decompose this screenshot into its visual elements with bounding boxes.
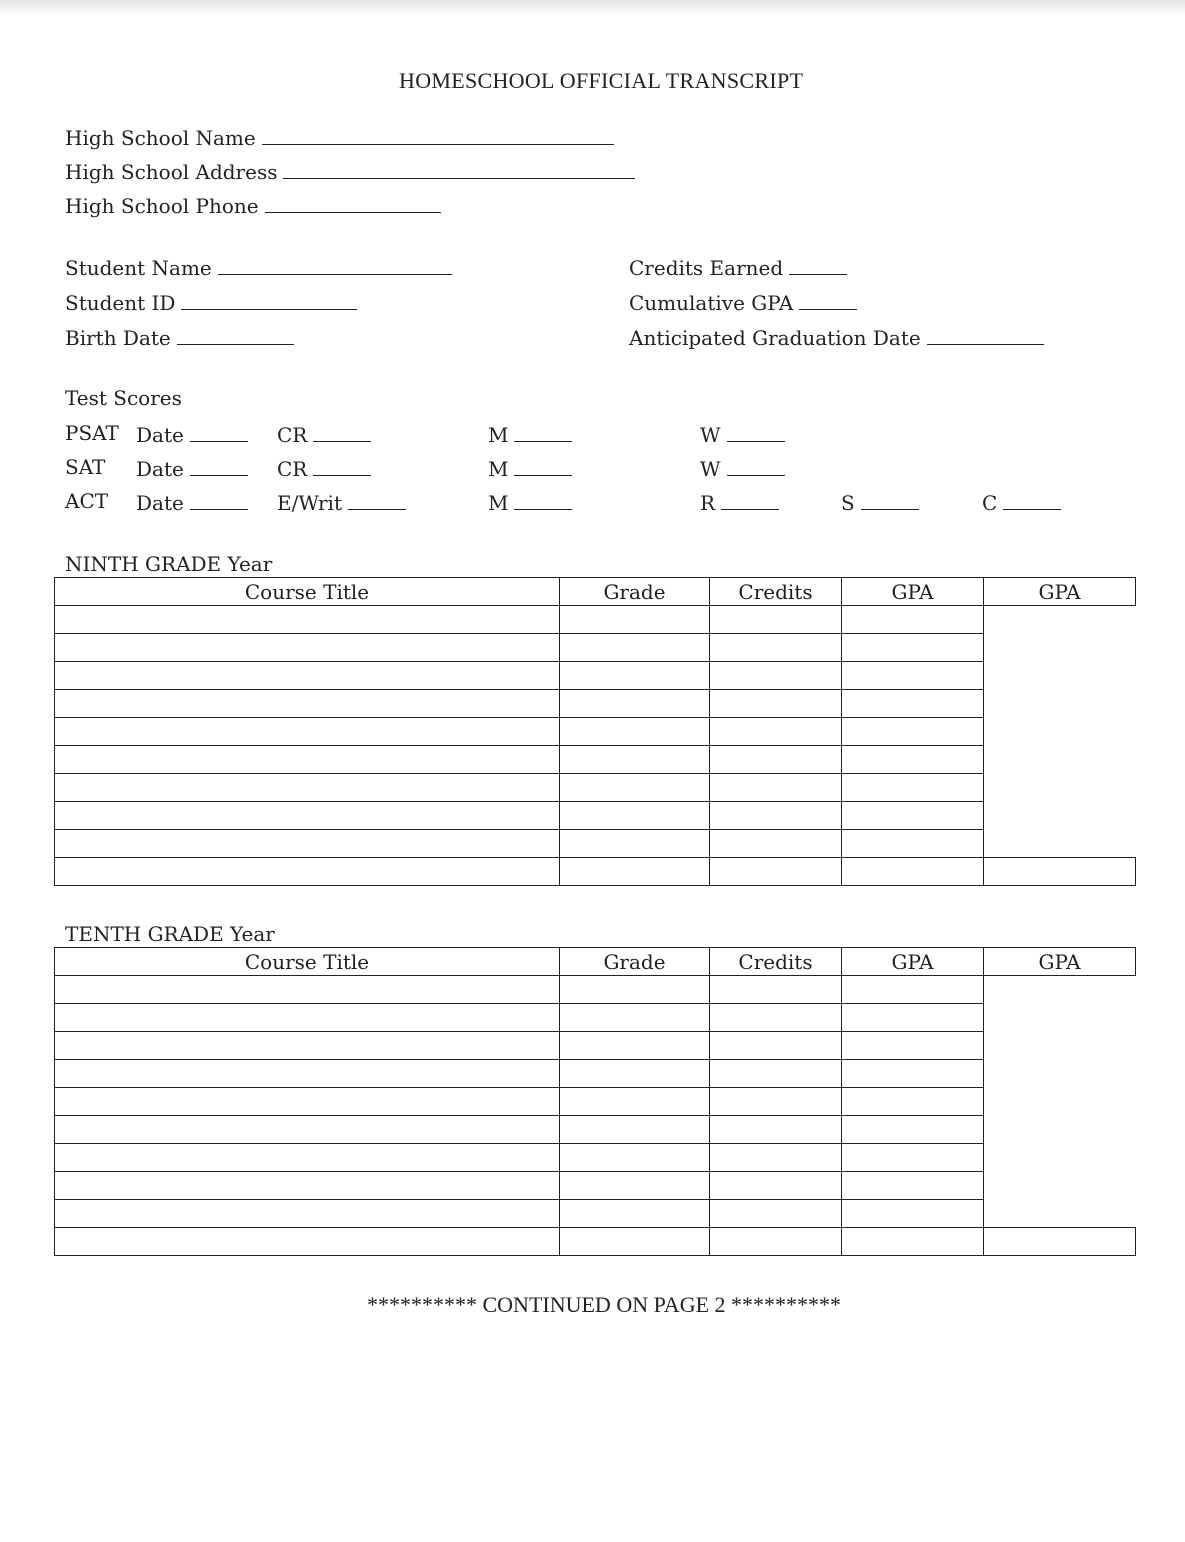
table-header-row: [55, 948, 1136, 976]
table-row: [55, 1116, 1136, 1144]
psat-label: PSAT: [65, 421, 119, 445]
table-row: [55, 858, 1136, 886]
psat-date-label: Date: [136, 423, 184, 447]
empty-margin-cell: [984, 1116, 1136, 1144]
course-title-cell[interactable]: [55, 1004, 560, 1032]
credits-cell[interactable]: [710, 774, 842, 802]
student-id-field[interactable]: [181, 291, 357, 310]
col-gpa-total: GPA: [984, 578, 1136, 606]
act-c: [982, 491, 1061, 513]
school-name-label: High School Name: [65, 126, 256, 150]
credits-cell[interactable]: [710, 718, 842, 746]
course-title-cell[interactable]: [55, 858, 560, 886]
gpa-cell[interactable]: [842, 1144, 984, 1172]
credits-cell[interactable]: [710, 1060, 842, 1088]
table-row: [55, 634, 1136, 662]
credits-cell[interactable]: [710, 976, 842, 1004]
credits-cell[interactable]: [710, 1144, 842, 1172]
table-row: [55, 690, 1136, 718]
cumulative-gpa-field[interactable]: [799, 291, 857, 310]
course-title-cell[interactable]: [55, 718, 560, 746]
credits-cell[interactable]: [710, 858, 842, 886]
table-row: [55, 718, 1136, 746]
course-title-cell[interactable]: [55, 1172, 560, 1200]
sat-w: [700, 457, 785, 479]
total-gpa-cell[interactable]: [984, 858, 1136, 886]
empty-margin-cell: [984, 718, 1136, 746]
act-ewrit-field[interactable]: [348, 491, 406, 510]
psat-m-label: M: [488, 423, 509, 447]
empty-margin-cell: [984, 746, 1136, 774]
student-name-label: Student Name: [65, 256, 212, 280]
act-date-field[interactable]: [190, 491, 248, 510]
table-row: [55, 1228, 1136, 1256]
table-row: [55, 1172, 1136, 1200]
grade-cell[interactable]: [560, 690, 710, 718]
course-title-cell[interactable]: [55, 1228, 560, 1256]
credits-cell[interactable]: [710, 1172, 842, 1200]
graduation-date-field[interactable]: [927, 326, 1044, 345]
col-grade: Grade: [560, 948, 710, 976]
student-name-row: [65, 256, 452, 278]
continued-footer: ********** CONTINUED ON PAGE 2 **********: [367, 1292, 842, 1317]
course-title-cell[interactable]: [55, 1032, 560, 1060]
psat-cr-label: CR: [277, 423, 308, 447]
test-scores-heading: Test Scores: [65, 386, 182, 410]
empty-margin-cell: [984, 634, 1136, 662]
course-title-cell[interactable]: [55, 830, 560, 858]
course-title-cell[interactable]: [55, 1116, 560, 1144]
col-credits: Credits: [710, 948, 842, 976]
psat-w-field[interactable]: [727, 423, 785, 442]
course-title-cell[interactable]: [55, 1088, 560, 1116]
student-name-field[interactable]: [218, 256, 452, 275]
school-address-field[interactable]: [283, 160, 635, 179]
course-title-cell[interactable]: [55, 606, 560, 634]
gpa-cell[interactable]: [842, 1088, 984, 1116]
col-gpa: GPA: [842, 578, 984, 606]
credits-cell[interactable]: [710, 746, 842, 774]
empty-margin-cell: [984, 1172, 1136, 1200]
grade-cell[interactable]: [560, 830, 710, 858]
sat-cr: [277, 457, 371, 479]
psat-cr: [277, 423, 371, 445]
table-row: [55, 1004, 1136, 1032]
act-s-label: S: [841, 491, 855, 515]
psat-date-field[interactable]: [190, 423, 248, 442]
student-id-row: [65, 291, 357, 313]
course-title-cell[interactable]: [55, 746, 560, 774]
empty-margin-cell: [984, 690, 1136, 718]
gpa-cell[interactable]: [842, 858, 984, 886]
act-s: [841, 491, 919, 513]
col-gpa-total: GPA: [984, 948, 1136, 976]
credits-cell[interactable]: [710, 830, 842, 858]
table-row: [55, 774, 1136, 802]
empty-margin-cell: [984, 1004, 1136, 1032]
grade-cell[interactable]: [560, 718, 710, 746]
empty-margin-cell: [984, 1060, 1136, 1088]
act-date-label: Date: [136, 491, 184, 515]
grade-cell[interactable]: [560, 1032, 710, 1060]
course-title-cell[interactable]: [55, 1144, 560, 1172]
col-gpa: GPA: [842, 948, 984, 976]
sat-date: [136, 457, 248, 479]
sat-m-field[interactable]: [514, 457, 572, 476]
empty-margin-cell: [984, 1088, 1136, 1116]
table-row: [55, 1200, 1136, 1228]
grade-cell[interactable]: [560, 662, 710, 690]
psat-m-field[interactable]: [514, 423, 572, 442]
graduation-date-row: [629, 326, 1044, 348]
gpa-cell[interactable]: [842, 1200, 984, 1228]
col-credits: Credits: [710, 578, 842, 606]
birth-date-row: [65, 326, 294, 348]
course-title-cell[interactable]: [55, 976, 560, 1004]
empty-margin-cell: [984, 606, 1136, 634]
act-m: [488, 491, 572, 513]
total-gpa-cell[interactable]: [984, 1228, 1136, 1256]
table-row: [55, 1060, 1136, 1088]
credits-cell[interactable]: [710, 1088, 842, 1116]
graduation-date-label: Anticipated Graduation Date: [629, 326, 921, 350]
grade-cell[interactable]: [560, 774, 710, 802]
gpa-cell[interactable]: [842, 1116, 984, 1144]
credits-earned-field[interactable]: [789, 256, 847, 275]
act-r-label: R: [700, 491, 716, 515]
col-course-title: Course Title: [55, 578, 560, 606]
sat-date-field[interactable]: [190, 457, 248, 476]
empty-margin-cell: [984, 830, 1136, 858]
school-phone-field[interactable]: [265, 194, 441, 213]
psat-w: [700, 423, 785, 445]
course-title-cell[interactable]: [55, 662, 560, 690]
credits-cell[interactable]: [710, 1200, 842, 1228]
grade-cell[interactable]: [560, 858, 710, 886]
gpa-cell[interactable]: [842, 774, 984, 802]
grade-cell[interactable]: [560, 1004, 710, 1032]
gpa-cell[interactable]: [842, 662, 984, 690]
tenth-grade-table: [54, 947, 1136, 1256]
credits-cell[interactable]: [710, 606, 842, 634]
grade-cell[interactable]: [560, 1116, 710, 1144]
credits-cell[interactable]: [710, 634, 842, 662]
credits-cell[interactable]: [710, 1116, 842, 1144]
table-row: [55, 976, 1136, 1004]
act-c-field[interactable]: [1003, 491, 1061, 510]
birth-date-field[interactable]: [177, 326, 294, 345]
sat-cr-label: CR: [277, 457, 308, 481]
credits-cell[interactable]: [710, 1032, 842, 1060]
table-row: [55, 746, 1136, 774]
psat-cr-field[interactable]: [313, 423, 371, 442]
credits-cell[interactable]: [710, 690, 842, 718]
psat-w-label: W: [700, 423, 721, 447]
empty-margin-cell: [984, 662, 1136, 690]
school-phone-row: [65, 194, 441, 216]
table-row: [55, 1144, 1136, 1172]
act-r: [700, 491, 779, 513]
act-ewrit-label: E/Writ: [277, 491, 342, 515]
act-c-label: C: [982, 491, 998, 515]
act-s-field[interactable]: [861, 491, 919, 510]
grade-cell[interactable]: [560, 1200, 710, 1228]
gpa-cell[interactable]: [842, 1172, 984, 1200]
credits-earned-row: [629, 256, 847, 278]
empty-margin-cell: [984, 1032, 1136, 1060]
empty-margin-cell: [984, 1200, 1136, 1228]
credits-cell[interactable]: [710, 1004, 842, 1032]
gpa-cell[interactable]: [842, 976, 984, 1004]
course-title-cell[interactable]: [55, 634, 560, 662]
gpa-cell[interactable]: [842, 634, 984, 662]
course-title-cell[interactable]: [55, 1200, 560, 1228]
sat-w-label: W: [700, 457, 721, 481]
school-address-row: [65, 160, 635, 182]
school-name-row: [65, 126, 614, 148]
table-header-row: [55, 578, 1136, 606]
gpa-cell[interactable]: [842, 830, 984, 858]
page-top-shadow: [0, 0, 1185, 16]
empty-margin-cell: [984, 976, 1136, 1004]
sat-w-field[interactable]: [727, 457, 785, 476]
grade-cell[interactable]: [560, 606, 710, 634]
gpa-cell[interactable]: [842, 802, 984, 830]
ninth-grade-table: [54, 577, 1136, 886]
grade-cell[interactable]: [560, 1060, 710, 1088]
gpa-cell[interactable]: [842, 1032, 984, 1060]
credits-cell[interactable]: [710, 802, 842, 830]
cumulative-gpa-label: Cumulative GPA: [629, 291, 794, 315]
act-label: ACT: [65, 489, 109, 513]
credits-cell[interactable]: [710, 662, 842, 690]
empty-margin-cell: [984, 774, 1136, 802]
grade-cell[interactable]: [560, 1172, 710, 1200]
gpa-cell[interactable]: [842, 746, 984, 774]
course-title-cell[interactable]: [55, 802, 560, 830]
school-phone-label: High School Phone: [65, 194, 259, 218]
course-title-cell[interactable]: [55, 690, 560, 718]
act-m-field[interactable]: [514, 491, 572, 510]
credits-cell[interactable]: [710, 1228, 842, 1256]
empty-margin-cell: [984, 802, 1136, 830]
sat-m: [488, 457, 572, 479]
psat-date: [136, 423, 248, 445]
psat-m: [488, 423, 572, 445]
act-r-field[interactable]: [721, 491, 779, 510]
gpa-cell[interactable]: [842, 690, 984, 718]
act-m-label: M: [488, 491, 509, 515]
grade-cell[interactable]: [560, 976, 710, 1004]
grade-cell[interactable]: [560, 1144, 710, 1172]
gpa-cell[interactable]: [842, 606, 984, 634]
table-row: [55, 1032, 1136, 1060]
act-date: [136, 491, 248, 513]
grade-cell[interactable]: [560, 746, 710, 774]
gpa-cell[interactable]: [842, 718, 984, 746]
ninth-grade-heading: NINTH GRADE Year: [65, 552, 273, 576]
sat-cr-field[interactable]: [313, 457, 371, 476]
table-row: [55, 1088, 1136, 1116]
table-row: [55, 802, 1136, 830]
course-title-cell[interactable]: [55, 1060, 560, 1088]
sat-label: SAT: [65, 455, 106, 479]
col-course-title: Course Title: [55, 948, 560, 976]
gpa-cell[interactable]: [842, 1060, 984, 1088]
school-address-label: High School Address: [65, 160, 278, 184]
school-name-field[interactable]: [262, 126, 614, 145]
sat-date-label: Date: [136, 457, 184, 481]
gpa-cell[interactable]: [842, 1004, 984, 1032]
grade-cell[interactable]: [560, 1088, 710, 1116]
table-row: [55, 606, 1136, 634]
grade-cell[interactable]: [560, 634, 710, 662]
sat-m-label: M: [488, 457, 509, 481]
cumulative-gpa-row: [629, 291, 857, 313]
tenth-grade-heading: TENTH GRADE Year: [65, 922, 275, 946]
gpa-cell[interactable]: [842, 1228, 984, 1256]
grade-cell[interactable]: [560, 1228, 710, 1256]
student-id-label: Student ID: [65, 291, 176, 315]
act-ewrit: [277, 491, 406, 513]
col-grade: Grade: [560, 578, 710, 606]
empty-margin-cell: [984, 1144, 1136, 1172]
credits-earned-label: Credits Earned: [629, 256, 784, 280]
table-row: [55, 830, 1136, 858]
grade-cell[interactable]: [560, 802, 710, 830]
birth-date-label: Birth Date: [65, 326, 171, 350]
page-title: HOMESCHOOL OFFICIAL TRANSCRIPT: [399, 68, 804, 93]
table-row: [55, 662, 1136, 690]
course-title-cell[interactable]: [55, 774, 560, 802]
